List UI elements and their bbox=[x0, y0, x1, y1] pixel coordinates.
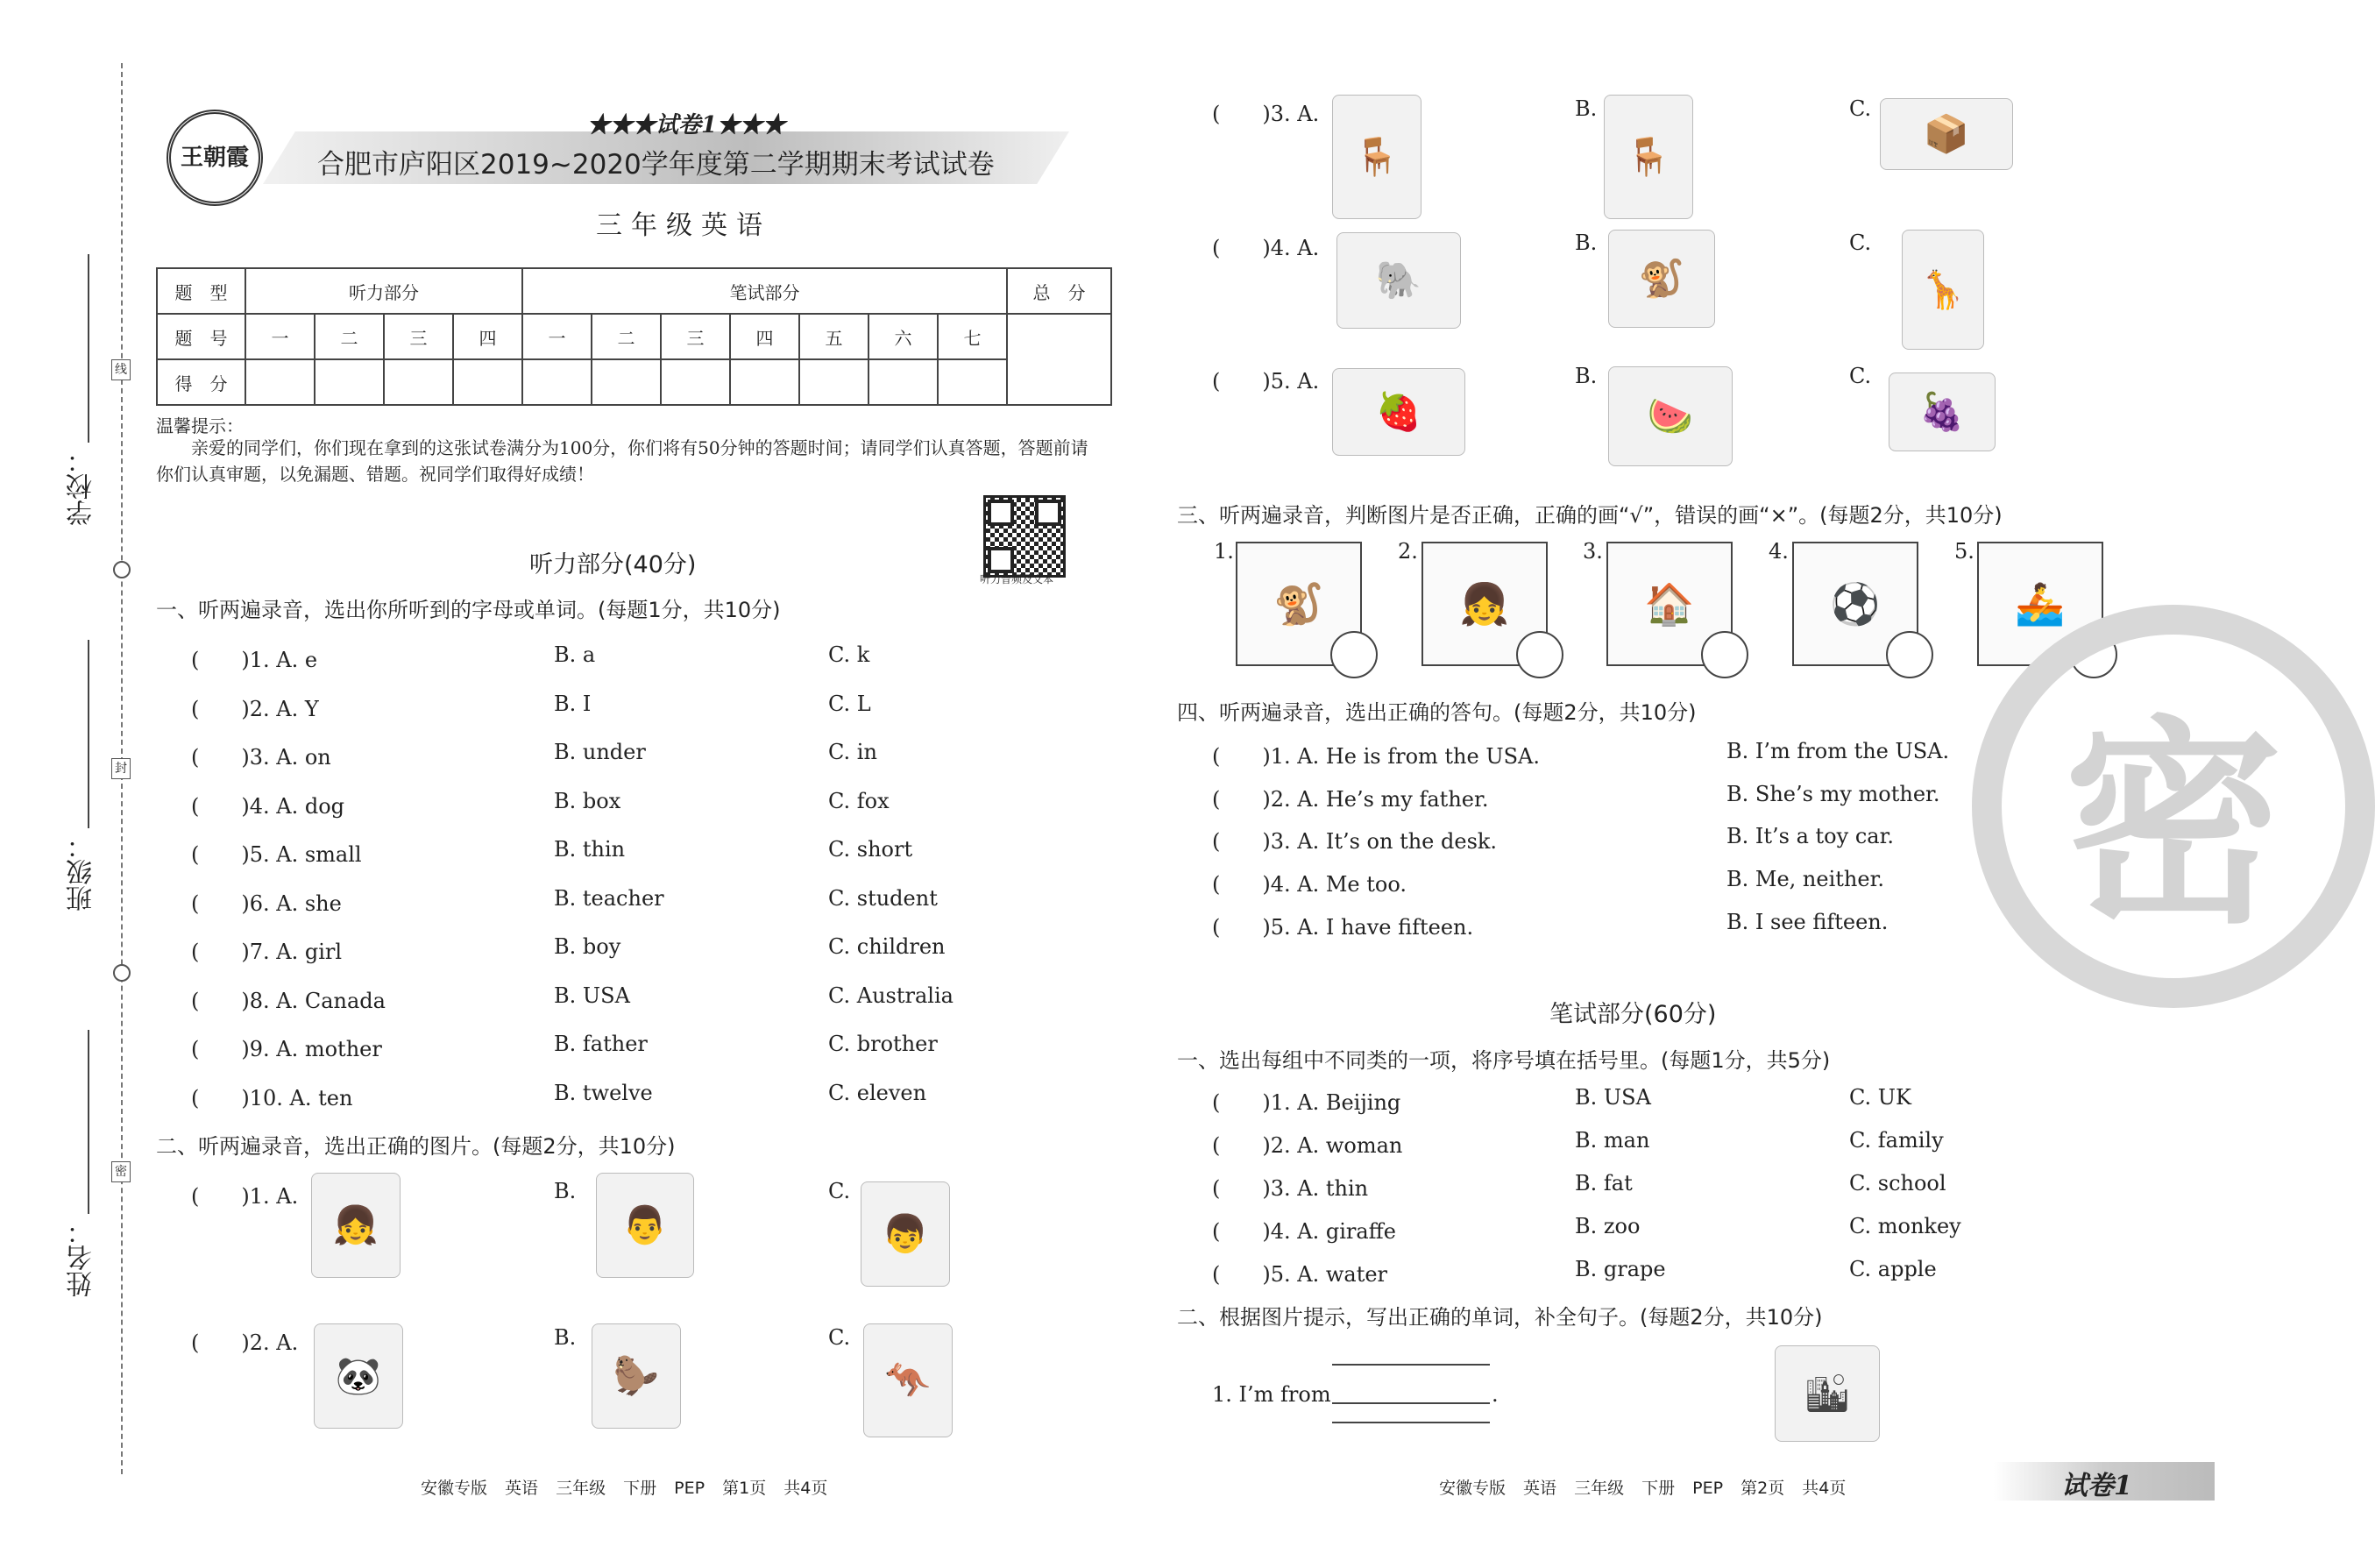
score-type-label: 题 型 bbox=[157, 268, 245, 314]
part2-option-b: B. bbox=[1575, 364, 1598, 388]
class-field[interactable] bbox=[88, 640, 89, 828]
written1-option-b: B. USA bbox=[1575, 1085, 1651, 1110]
part4-stem[interactable]: ( )5. A. I have fifteen. bbox=[1212, 915, 1474, 940]
part2-title: 二、听两遍录音，选出正确的图片。(每题2分，共10分) bbox=[156, 1134, 676, 1159]
binding-hole bbox=[113, 561, 131, 578]
part2-option-c: C. bbox=[1849, 96, 1872, 121]
binding-hole bbox=[113, 964, 131, 982]
written-section-title: 笔试部分(60分) bbox=[1549, 1001, 1717, 1028]
part2-option-b: B. bbox=[554, 1179, 577, 1203]
part2-option-b: B. bbox=[1575, 96, 1598, 121]
score-number: 二 bbox=[592, 314, 661, 359]
part3-title: 三、听两遍录音，判断图片是否正确，正确的画“√”，错误的画“×”。(每题2分，共10分) bbox=[1177, 503, 2003, 528]
part1-stem[interactable]: ( )3. A. on bbox=[191, 745, 331, 770]
page1-footer: 安徽专版 英语 三年级 下册 PEP 第1页 共4页 bbox=[421, 1479, 828, 1498]
written1-option-b: B. zoo bbox=[1575, 1214, 1641, 1238]
part1-stem[interactable]: ( )9. A. mother bbox=[191, 1037, 382, 1061]
score-cell[interactable] bbox=[315, 359, 384, 405]
beaver-picture: 🦫 bbox=[592, 1323, 681, 1429]
part2-option-c: C. bbox=[1849, 364, 1872, 388]
part2-option-c: C. bbox=[828, 1325, 851, 1350]
part1-option-c: C. fox bbox=[828, 789, 890, 813]
part2-option-c: C. bbox=[1849, 231, 1872, 255]
score-number: 七 bbox=[938, 314, 1007, 359]
footer-tag: 试卷1 bbox=[2061, 1471, 2132, 1501]
part1-stem[interactable]: ( )4. A. dog bbox=[191, 794, 345, 819]
part4-stem[interactable]: ( )3. A. It’s on the desk. bbox=[1212, 829, 1498, 854]
part2-option-b: B. bbox=[554, 1325, 577, 1350]
written1-stem[interactable]: ( )5. A. water bbox=[1212, 1262, 1388, 1287]
part1-option-b: B. a bbox=[554, 642, 596, 667]
part1-option-b: B. under bbox=[554, 740, 646, 764]
part3-picture-girl-ball: ⚽ bbox=[1792, 542, 1918, 666]
tips-body: 亲爱的同学们，你们现在拿到的这张试卷满分为100分，你们将有50分钟的答题时间；请同学们认真答题，答题前请你们认真审题，以免漏题、错题。祝同学们取得好成绩！ bbox=[156, 437, 1088, 485]
part1-option-c: C. k bbox=[828, 642, 870, 667]
score-cell[interactable] bbox=[868, 359, 938, 405]
part3-answer-circle[interactable] bbox=[1886, 631, 1933, 678]
part3-picture-birdhouse: 🏠 bbox=[1606, 542, 1733, 666]
name-label: 姓名： bbox=[67, 1218, 97, 1297]
part2-option-b: B. bbox=[1575, 231, 1598, 255]
part1-option-c: C. L bbox=[828, 692, 871, 716]
kangaroo-picture: 🦘 bbox=[863, 1323, 953, 1437]
written1-option-c: C. school bbox=[1849, 1171, 1946, 1196]
watermelon-picture: 🍉 bbox=[1608, 366, 1733, 466]
written1-option-c: C. family bbox=[1849, 1128, 1944, 1153]
score-total-header: 总 分 bbox=[1007, 268, 1111, 314]
street-scene-picture: 🏙 bbox=[1775, 1345, 1880, 1442]
girl-face-picture: 👧 bbox=[311, 1173, 401, 1278]
written1-stem[interactable]: ( )1. A. Beijing bbox=[1212, 1090, 1401, 1115]
man-face-picture: 👨 bbox=[596, 1173, 694, 1278]
binding-box-secret: 密 bbox=[111, 1161, 131, 1182]
written1-option-b: B. fat bbox=[1575, 1171, 1633, 1196]
written1-stem[interactable]: ( )3. A. thin bbox=[1212, 1176, 1369, 1201]
part1-option-b: B. box bbox=[554, 789, 621, 813]
chair-ball-under-picture: 🪑 bbox=[1332, 95, 1421, 219]
grapes-picture: 🍇 bbox=[1889, 372, 1996, 451]
exam-title: 合肥市庐阳区2019~2020学年度第二学期期末考试试卷 bbox=[317, 149, 995, 181]
subject-title: 三年级英语 bbox=[596, 210, 771, 241]
part3-answer-circle[interactable] bbox=[1701, 631, 1748, 678]
part1-title: 一、听两遍录音，选出你所听到的字母或单词。(每题1分，共10分) bbox=[156, 598, 781, 622]
score-number: 三 bbox=[384, 314, 453, 359]
part1-option-c: C. student bbox=[828, 886, 938, 911]
part4-title: 四、听两遍录音，选出正确的答句。(每题2分，共10分) bbox=[1177, 700, 1697, 725]
score-number: 一 bbox=[245, 314, 315, 359]
binding-box-line: 线 bbox=[111, 359, 131, 380]
chair-ball-on-picture: 🪑 bbox=[1604, 95, 1693, 219]
part1-stem[interactable]: ( )6. A. she bbox=[191, 891, 342, 916]
score-cell[interactable] bbox=[730, 359, 799, 405]
page2-footer: 安徽专版 英语 三年级 下册 PEP 第2页 共4页 bbox=[1439, 1479, 1847, 1498]
part2-option-c: C. bbox=[828, 1179, 851, 1203]
qr-code[interactable] bbox=[983, 495, 1066, 578]
part3-number: 3. bbox=[1583, 539, 1603, 564]
written1-option-c: C. monkey bbox=[1849, 1214, 1961, 1238]
brand-logo: 王朝霞 bbox=[167, 110, 263, 206]
name-field[interactable] bbox=[88, 1030, 89, 1214]
part1-option-b: B. twelve bbox=[554, 1081, 653, 1105]
score-number: 五 bbox=[799, 314, 868, 359]
school-label: 学校： bbox=[67, 447, 97, 526]
part1-option-b: B. USA bbox=[554, 983, 630, 1008]
part3-number: 1. bbox=[1214, 539, 1234, 564]
written1-option-c: C. apple bbox=[1849, 1257, 1937, 1281]
class-label: 班级： bbox=[67, 833, 97, 912]
boy-face-picture: 👦 bbox=[861, 1181, 950, 1287]
score-number: 一 bbox=[522, 314, 592, 359]
part4-option-b: B. I’m from the USA. bbox=[1726, 739, 1950, 763]
score-cell[interactable] bbox=[661, 359, 730, 405]
score-number: 二 bbox=[315, 314, 384, 359]
score-number-label: 题 号 bbox=[157, 314, 245, 359]
part4-stem[interactable]: ( )1. A. He is from the USA. bbox=[1212, 744, 1540, 769]
qr-caption: 听力音频及文本 bbox=[980, 573, 1054, 585]
score-cell[interactable] bbox=[453, 359, 522, 405]
part4-stem[interactable]: ( )4. A. Me too. bbox=[1212, 872, 1407, 897]
binding-box-seal: 封 bbox=[111, 758, 131, 779]
part2-stem[interactable]: ( )1. A. bbox=[191, 1184, 299, 1209]
part1-option-c: C. short bbox=[828, 837, 913, 862]
written1-stem[interactable]: ( )2. A. woman bbox=[1212, 1133, 1403, 1158]
score-listening-header: 听力部分 bbox=[245, 268, 522, 314]
part2-stem[interactable]: ( )5. A. bbox=[1212, 369, 1320, 394]
written2-title: 二、根据图片提示，写出正确的单词，补全句子。(每题2分，共10分) bbox=[1177, 1305, 1823, 1330]
part3-picture-monkeys: 🐒 bbox=[1236, 542, 1362, 666]
part1-stem[interactable]: ( )5. A. small bbox=[191, 842, 362, 867]
part1-option-b: B. I bbox=[554, 692, 592, 716]
written1-option-c: C. UK bbox=[1849, 1085, 1911, 1110]
written1-option-b: B. grape bbox=[1575, 1257, 1666, 1281]
score-number: 四 bbox=[453, 314, 522, 359]
panda-picture: 🐼 bbox=[314, 1323, 403, 1429]
part3-answer-circle[interactable] bbox=[1516, 631, 1563, 678]
score-written-header: 笔试部分 bbox=[522, 268, 1007, 314]
score-cell[interactable] bbox=[799, 359, 868, 405]
score-table bbox=[156, 267, 1112, 406]
part1-option-c: C. brother bbox=[828, 1032, 938, 1056]
part4-option-b: B. She’s my mother. bbox=[1726, 782, 1940, 806]
watermark-stamp: 密 bbox=[1972, 605, 2375, 1008]
answer-blank[interactable] bbox=[1332, 1402, 1490, 1404]
written1-title: 一、选出每组中不同类的一项，将序号填在括号里。(每题1分，共5分) bbox=[1177, 1048, 1831, 1073]
part1-stem[interactable]: ( )7. A. girl bbox=[191, 940, 343, 964]
part1-option-b: B. teacher bbox=[554, 886, 664, 911]
part1-stem[interactable]: ( )10. A. ten bbox=[191, 1086, 353, 1110]
part1-stem[interactable]: ( )2. A. Y bbox=[191, 697, 319, 721]
score-cell[interactable] bbox=[938, 359, 1007, 405]
listening-section-title: 听力部分(40分) bbox=[529, 551, 697, 578]
part1-option-c: C. children bbox=[828, 934, 946, 959]
part1-option-c: C. eleven bbox=[828, 1081, 927, 1105]
strawberry-picture: 🍓 bbox=[1332, 368, 1465, 456]
tips-title: 温馨提示： bbox=[156, 415, 244, 436]
part3-answer-circle[interactable] bbox=[1330, 631, 1378, 678]
part4-option-b: B. Me, neither. bbox=[1726, 867, 1885, 891]
score-cell[interactable] bbox=[384, 359, 453, 405]
written2-sentence: 1. I’m from bbox=[1212, 1382, 1331, 1407]
score-number: 四 bbox=[730, 314, 799, 359]
part2-stem[interactable]: ( )2. A. bbox=[191, 1330, 299, 1355]
part2-stem[interactable]: ( )3. A. bbox=[1212, 102, 1320, 126]
part1-option-c: C. in bbox=[828, 740, 877, 764]
part3-picture-boat: 🚣 bbox=[1977, 542, 2103, 666]
part1-option-b: B. thin bbox=[554, 837, 626, 862]
part3-number: 2. bbox=[1398, 539, 1418, 564]
score-cell[interactable] bbox=[245, 359, 315, 405]
total-score-cell[interactable] bbox=[1007, 314, 1111, 405]
giraffe-picture: 🦒 bbox=[1902, 230, 1984, 350]
part3-number: 5. bbox=[1954, 539, 1974, 564]
score-cell[interactable] bbox=[522, 359, 592, 405]
sentence-period: . bbox=[1492, 1382, 1499, 1407]
score-cell[interactable] bbox=[592, 359, 661, 405]
monkey-picture: 🐒 bbox=[1608, 230, 1715, 328]
elephant-picture: 🐘 bbox=[1336, 232, 1461, 329]
part1-option-b: B. boy bbox=[554, 934, 621, 959]
part1-option-c: C. Australia bbox=[828, 983, 954, 1008]
written1-stem[interactable]: ( )4. A. giraffe bbox=[1212, 1219, 1396, 1244]
writing-guide-line bbox=[1332, 1364, 1490, 1366]
score-number: 六 bbox=[868, 314, 938, 359]
writing-guide-line bbox=[1332, 1422, 1490, 1423]
box-ball-in-picture: 📦 bbox=[1880, 98, 2013, 170]
part1-stem[interactable]: ( )8. A. Canada bbox=[191, 989, 386, 1013]
score-number: 三 bbox=[661, 314, 730, 359]
part4-option-b: B. I see fifteen. bbox=[1726, 910, 1889, 934]
part3-picture-girl-chair: 👧 bbox=[1421, 542, 1548, 666]
part4-option-b: B. It’s a toy car. bbox=[1726, 824, 1895, 848]
school-field[interactable] bbox=[88, 254, 89, 443]
part2-stem[interactable]: ( )4. A. bbox=[1212, 236, 1320, 260]
part1-stem[interactable]: ( )1. A. e bbox=[191, 648, 318, 672]
part1-option-b: B. father bbox=[554, 1032, 648, 1056]
series-label: ★★★试卷1★★★ bbox=[587, 112, 786, 138]
score-row-label: 得 分 bbox=[157, 359, 245, 405]
part4-stem[interactable]: ( )2. A. He’s my father. bbox=[1212, 787, 1489, 812]
part3-number: 4. bbox=[1769, 539, 1789, 564]
written1-option-b: B. man bbox=[1575, 1128, 1650, 1153]
